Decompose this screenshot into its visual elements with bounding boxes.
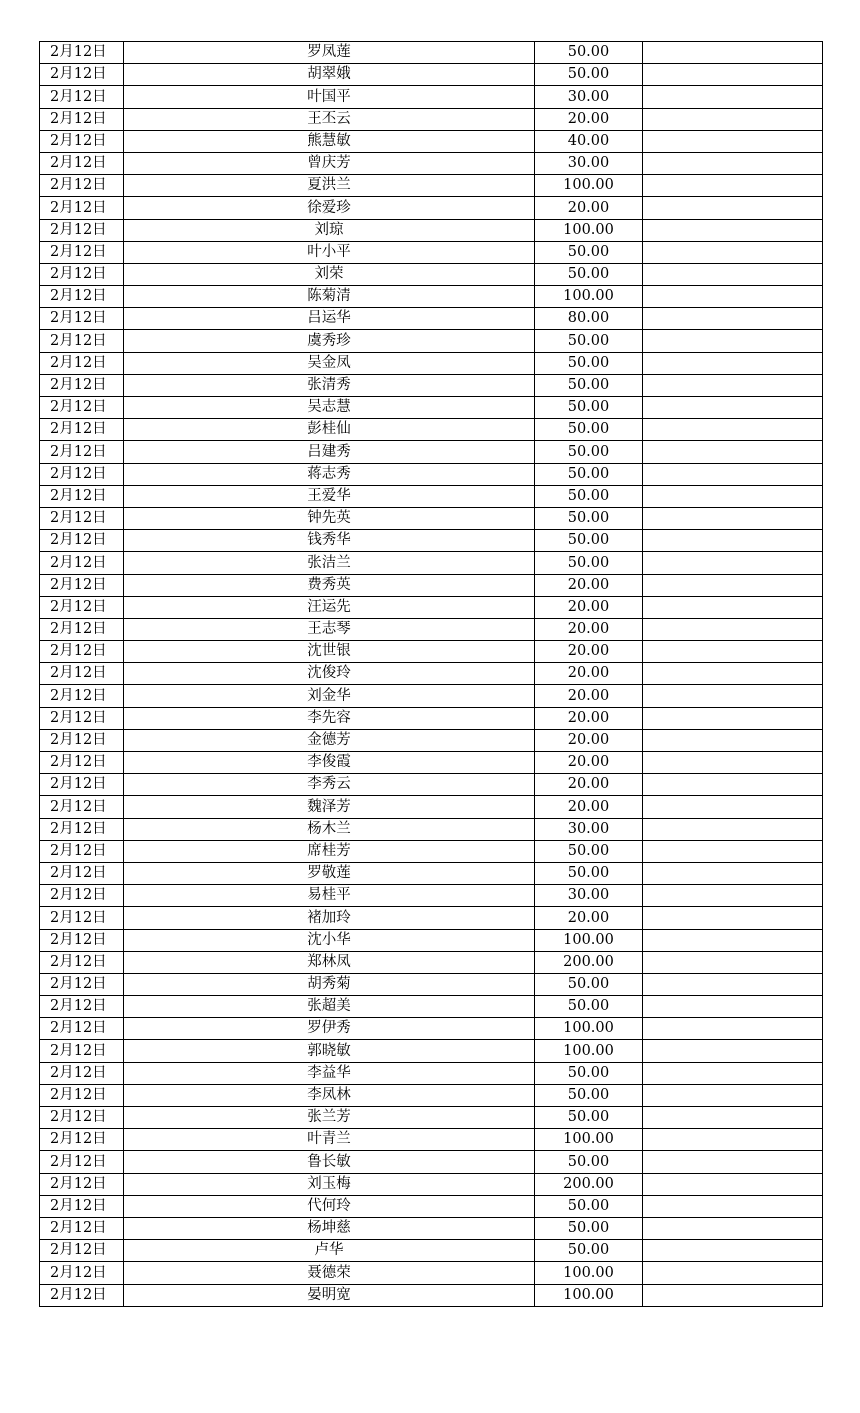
name-cell: 陈菊清: [124, 286, 535, 308]
amount-cell: 50.00: [535, 552, 643, 574]
amount-cell: 50.00: [535, 352, 643, 374]
amount-cell: 100.00: [535, 1284, 643, 1306]
name-cell: 吴金凤: [124, 352, 535, 374]
name-cell: 李秀云: [124, 774, 535, 796]
date-cell: 2月12日: [40, 552, 124, 574]
amount-cell: 50.00: [535, 1240, 643, 1262]
table-row: [40, 1084, 823, 1106]
name-cell: 曾庆芳: [124, 152, 535, 174]
amount-cell: 50.00: [535, 330, 643, 352]
table-row: [40, 907, 823, 929]
note-cell: [643, 552, 823, 574]
amount-cell: 50.00: [535, 241, 643, 263]
table-row: [40, 1173, 823, 1195]
amount-cell: 50.00: [535, 441, 643, 463]
name-cell: 刘玉梅: [124, 1173, 535, 1195]
note-cell: [643, 752, 823, 774]
note-cell: [643, 352, 823, 374]
name-cell: 卢华: [124, 1240, 535, 1262]
table-row: [40, 463, 823, 485]
table-row: [40, 707, 823, 729]
table-row: [40, 663, 823, 685]
name-cell: 彭桂仙: [124, 419, 535, 441]
table-row: [40, 685, 823, 707]
table-row: [40, 86, 823, 108]
name-cell: 张清秀: [124, 374, 535, 396]
date-cell: 2月12日: [40, 973, 124, 995]
amount-cell: 30.00: [535, 885, 643, 907]
note-cell: [643, 86, 823, 108]
date-cell: 2月12日: [40, 996, 124, 1018]
table-row: [40, 42, 823, 64]
table-row: [40, 774, 823, 796]
table-row: [40, 108, 823, 130]
date-cell: 2月12日: [40, 441, 124, 463]
note-cell: [643, 1284, 823, 1306]
table-row: [40, 862, 823, 884]
table-row: [40, 1217, 823, 1239]
table-row: [40, 1284, 823, 1306]
name-cell: 汪运先: [124, 596, 535, 618]
note-cell: [643, 596, 823, 618]
amount-cell: 20.00: [535, 596, 643, 618]
note-cell: [643, 729, 823, 751]
table-row: [40, 441, 823, 463]
name-cell: 叶国平: [124, 86, 535, 108]
date-cell: 2月12日: [40, 1262, 124, 1284]
note-cell: [643, 818, 823, 840]
note-cell: [643, 641, 823, 663]
amount-cell: 200.00: [535, 951, 643, 973]
date-cell: 2月12日: [40, 175, 124, 197]
name-cell: 席桂芳: [124, 840, 535, 862]
date-cell: 2月12日: [40, 774, 124, 796]
note-cell: [643, 1195, 823, 1217]
name-cell: 郭晓敏: [124, 1040, 535, 1062]
note-cell: [643, 951, 823, 973]
table-row: [40, 885, 823, 907]
table-row: [40, 152, 823, 174]
note-cell: [643, 64, 823, 86]
note-cell: [643, 1151, 823, 1173]
name-cell: 沈俊玲: [124, 663, 535, 685]
table-row: [40, 951, 823, 973]
date-cell: 2月12日: [40, 86, 124, 108]
note-cell: [643, 485, 823, 507]
date-cell: 2月12日: [40, 1151, 124, 1173]
date-cell: 2月12日: [40, 263, 124, 285]
date-cell: 2月12日: [40, 286, 124, 308]
table-row: [40, 1062, 823, 1084]
note-cell: [643, 42, 823, 64]
note-cell: [643, 330, 823, 352]
amount-cell: 50.00: [535, 485, 643, 507]
note-cell: [643, 774, 823, 796]
amount-cell: 50.00: [535, 1107, 643, 1129]
name-cell: 胡秀菊: [124, 973, 535, 995]
note-cell: [643, 108, 823, 130]
note-cell: [643, 1240, 823, 1262]
name-cell: 李先容: [124, 707, 535, 729]
amount-cell: 20.00: [535, 641, 643, 663]
table-row: [40, 419, 823, 441]
table-row: [40, 130, 823, 152]
amount-cell: 50.00: [535, 862, 643, 884]
amount-cell: 20.00: [535, 907, 643, 929]
name-cell: 罗敬莲: [124, 862, 535, 884]
amount-cell: 100.00: [535, 1129, 643, 1151]
table-row: [40, 64, 823, 86]
date-cell: 2月12日: [40, 796, 124, 818]
amount-cell: 50.00: [535, 374, 643, 396]
note-cell: [643, 796, 823, 818]
date-cell: 2月12日: [40, 1040, 124, 1062]
amount-cell: 20.00: [535, 197, 643, 219]
amount-cell: 200.00: [535, 1173, 643, 1195]
amount-cell: 50.00: [535, 463, 643, 485]
note-cell: [643, 219, 823, 241]
name-cell: 金德芳: [124, 729, 535, 751]
date-cell: 2月12日: [40, 862, 124, 884]
table-row: [40, 241, 823, 263]
date-cell: 2月12日: [40, 618, 124, 640]
table-row: [40, 286, 823, 308]
name-cell: 代何玲: [124, 1195, 535, 1217]
name-cell: 王丕云: [124, 108, 535, 130]
ledger-body: [40, 42, 823, 1307]
date-cell: 2月12日: [40, 1195, 124, 1217]
table-row: [40, 197, 823, 219]
date-cell: 2月12日: [40, 42, 124, 64]
name-cell: 叶青兰: [124, 1129, 535, 1151]
note-cell: [643, 663, 823, 685]
table-row: [40, 1040, 823, 1062]
table-row: [40, 840, 823, 862]
amount-cell: 20.00: [535, 752, 643, 774]
name-cell: 晏明宽: [124, 1284, 535, 1306]
note-cell: [643, 1018, 823, 1040]
table-row: [40, 1240, 823, 1262]
date-cell: 2月12日: [40, 530, 124, 552]
amount-cell: 50.00: [535, 530, 643, 552]
table-row: [40, 263, 823, 285]
date-cell: 2月12日: [40, 397, 124, 419]
table-row: [40, 1262, 823, 1284]
table-row: [40, 996, 823, 1018]
amount-cell: 100.00: [535, 1018, 643, 1040]
amount-cell: 20.00: [535, 663, 643, 685]
amount-cell: 20.00: [535, 618, 643, 640]
name-cell: 沈小华: [124, 929, 535, 951]
note-cell: [643, 308, 823, 330]
date-cell: 2月12日: [40, 1240, 124, 1262]
date-cell: 2月12日: [40, 374, 124, 396]
amount-cell: 20.00: [535, 729, 643, 751]
name-cell: 刘琼: [124, 219, 535, 241]
date-cell: 2月12日: [40, 663, 124, 685]
name-cell: 杨木兰: [124, 818, 535, 840]
table-row: [40, 507, 823, 529]
name-cell: 王志琴: [124, 618, 535, 640]
table-row: [40, 330, 823, 352]
table-row: [40, 973, 823, 995]
table-row: [40, 796, 823, 818]
amount-cell: 30.00: [535, 152, 643, 174]
date-cell: 2月12日: [40, 840, 124, 862]
name-cell: 熊慧敏: [124, 130, 535, 152]
name-cell: 吴志慧: [124, 397, 535, 419]
table-row: [40, 1129, 823, 1151]
table-row: [40, 1195, 823, 1217]
amount-cell: 80.00: [535, 308, 643, 330]
date-cell: 2月12日: [40, 219, 124, 241]
note-cell: [643, 1262, 823, 1284]
table-row: [40, 929, 823, 951]
table-row: [40, 641, 823, 663]
name-cell: 杨坤慈: [124, 1217, 535, 1239]
date-cell: 2月12日: [40, 752, 124, 774]
amount-cell: 20.00: [535, 108, 643, 130]
amount-cell: 50.00: [535, 1084, 643, 1106]
amount-cell: 20.00: [535, 707, 643, 729]
note-cell: [643, 152, 823, 174]
name-cell: 李俊霞: [124, 752, 535, 774]
date-cell: 2月12日: [40, 1107, 124, 1129]
table-row: [40, 752, 823, 774]
amount-cell: 50.00: [535, 507, 643, 529]
table-row: [40, 352, 823, 374]
amount-cell: 20.00: [535, 796, 643, 818]
date-cell: 2月12日: [40, 197, 124, 219]
date-cell: 2月12日: [40, 596, 124, 618]
amount-cell: 50.00: [535, 397, 643, 419]
name-cell: 张兰芳: [124, 1107, 535, 1129]
amount-cell: 50.00: [535, 263, 643, 285]
date-cell: 2月12日: [40, 1217, 124, 1239]
name-cell: 徐爱珍: [124, 197, 535, 219]
date-cell: 2月12日: [40, 1129, 124, 1151]
note-cell: [643, 130, 823, 152]
note-cell: [643, 907, 823, 929]
amount-cell: 30.00: [535, 818, 643, 840]
date-cell: 2月12日: [40, 818, 124, 840]
amount-cell: 100.00: [535, 929, 643, 951]
name-cell: 李益华: [124, 1062, 535, 1084]
date-cell: 2月12日: [40, 463, 124, 485]
note-cell: [643, 996, 823, 1018]
note-cell: [643, 685, 823, 707]
note-cell: [643, 1217, 823, 1239]
note-cell: [643, 862, 823, 884]
name-cell: 易桂平: [124, 885, 535, 907]
date-cell: 2月12日: [40, 885, 124, 907]
date-cell: 2月12日: [40, 330, 124, 352]
note-cell: [643, 507, 823, 529]
date-cell: 2月12日: [40, 707, 124, 729]
name-cell: 褚加玲: [124, 907, 535, 929]
note-cell: [643, 1173, 823, 1195]
amount-cell: 50.00: [535, 1151, 643, 1173]
amount-cell: 50.00: [535, 840, 643, 862]
table-row: [40, 175, 823, 197]
note-cell: [643, 463, 823, 485]
name-cell: 虞秀珍: [124, 330, 535, 352]
table-row: [40, 485, 823, 507]
amount-cell: 100.00: [535, 1262, 643, 1284]
note-cell: [643, 397, 823, 419]
note-cell: [643, 1107, 823, 1129]
amount-cell: 100.00: [535, 1040, 643, 1062]
note-cell: [643, 618, 823, 640]
name-cell: 费秀英: [124, 574, 535, 596]
amount-cell: 50.00: [535, 996, 643, 1018]
note-cell: [643, 840, 823, 862]
date-cell: 2月12日: [40, 485, 124, 507]
date-cell: 2月12日: [40, 929, 124, 951]
table-row: [40, 1151, 823, 1173]
amount-cell: 50.00: [535, 973, 643, 995]
date-cell: 2月12日: [40, 729, 124, 751]
date-cell: 2月12日: [40, 574, 124, 596]
name-cell: 叶小平: [124, 241, 535, 263]
table-row: [40, 552, 823, 574]
name-cell: 张超美: [124, 996, 535, 1018]
amount-cell: 20.00: [535, 685, 643, 707]
date-cell: 2月12日: [40, 507, 124, 529]
note-cell: [643, 707, 823, 729]
note-cell: [643, 197, 823, 219]
name-cell: 王爱华: [124, 485, 535, 507]
date-cell: 2月12日: [40, 419, 124, 441]
note-cell: [643, 175, 823, 197]
date-cell: 2月12日: [40, 1173, 124, 1195]
amount-cell: 50.00: [535, 1195, 643, 1217]
note-cell: [643, 286, 823, 308]
date-cell: 2月12日: [40, 352, 124, 374]
donation-ledger-table: [39, 41, 823, 1307]
name-cell: 魏泽芳: [124, 796, 535, 818]
date-cell: 2月12日: [40, 108, 124, 130]
name-cell: 刘荣: [124, 263, 535, 285]
note-cell: [643, 1040, 823, 1062]
amount-cell: 50.00: [535, 419, 643, 441]
name-cell: 夏洪兰: [124, 175, 535, 197]
date-cell: 2月12日: [40, 1084, 124, 1106]
amount-cell: 30.00: [535, 86, 643, 108]
date-cell: 2月12日: [40, 641, 124, 663]
note-cell: [643, 241, 823, 263]
note-cell: [643, 1129, 823, 1151]
name-cell: 聂德荣: [124, 1262, 535, 1284]
amount-cell: 50.00: [535, 64, 643, 86]
amount-cell: 40.00: [535, 130, 643, 152]
table-row: [40, 596, 823, 618]
amount-cell: 50.00: [535, 1062, 643, 1084]
name-cell: 吕建秀: [124, 441, 535, 463]
note-cell: [643, 973, 823, 995]
name-cell: 钟先英: [124, 507, 535, 529]
table-row: [40, 219, 823, 241]
name-cell: 张洁兰: [124, 552, 535, 574]
amount-cell: 100.00: [535, 219, 643, 241]
name-cell: 李凤林: [124, 1084, 535, 1106]
name-cell: 罗凤莲: [124, 42, 535, 64]
date-cell: 2月12日: [40, 685, 124, 707]
date-cell: 2月12日: [40, 1018, 124, 1040]
date-cell: 2月12日: [40, 241, 124, 263]
table-row: [40, 1107, 823, 1129]
name-cell: 刘金华: [124, 685, 535, 707]
table-row: [40, 729, 823, 751]
note-cell: [643, 929, 823, 951]
amount-cell: 50.00: [535, 42, 643, 64]
name-cell: 郑林凤: [124, 951, 535, 973]
table-row: [40, 1018, 823, 1040]
note-cell: [643, 530, 823, 552]
note-cell: [643, 1084, 823, 1106]
table-row: [40, 818, 823, 840]
name-cell: 罗伊秀: [124, 1018, 535, 1040]
date-cell: 2月12日: [40, 130, 124, 152]
date-cell: 2月12日: [40, 1284, 124, 1306]
amount-cell: 20.00: [535, 574, 643, 596]
table-row: [40, 574, 823, 596]
table-row: [40, 308, 823, 330]
name-cell: 蒋志秀: [124, 463, 535, 485]
note-cell: [643, 419, 823, 441]
note-cell: [643, 1062, 823, 1084]
table-row: [40, 618, 823, 640]
name-cell: 鲁长敏: [124, 1151, 535, 1173]
note-cell: [643, 263, 823, 285]
table-row: [40, 530, 823, 552]
date-cell: 2月12日: [40, 1062, 124, 1084]
amount-cell: 50.00: [535, 1217, 643, 1239]
amount-cell: 100.00: [535, 175, 643, 197]
name-cell: 胡翠娥: [124, 64, 535, 86]
date-cell: 2月12日: [40, 907, 124, 929]
date-cell: 2月12日: [40, 308, 124, 330]
date-cell: 2月12日: [40, 64, 124, 86]
note-cell: [643, 885, 823, 907]
table-row: [40, 397, 823, 419]
name-cell: 沈世银: [124, 641, 535, 663]
table-row: [40, 374, 823, 396]
name-cell: 钱秀华: [124, 530, 535, 552]
note-cell: [643, 374, 823, 396]
date-cell: 2月12日: [40, 951, 124, 973]
amount-cell: 20.00: [535, 774, 643, 796]
amount-cell: 100.00: [535, 286, 643, 308]
name-cell: 吕运华: [124, 308, 535, 330]
note-cell: [643, 441, 823, 463]
date-cell: 2月12日: [40, 152, 124, 174]
note-cell: [643, 574, 823, 596]
